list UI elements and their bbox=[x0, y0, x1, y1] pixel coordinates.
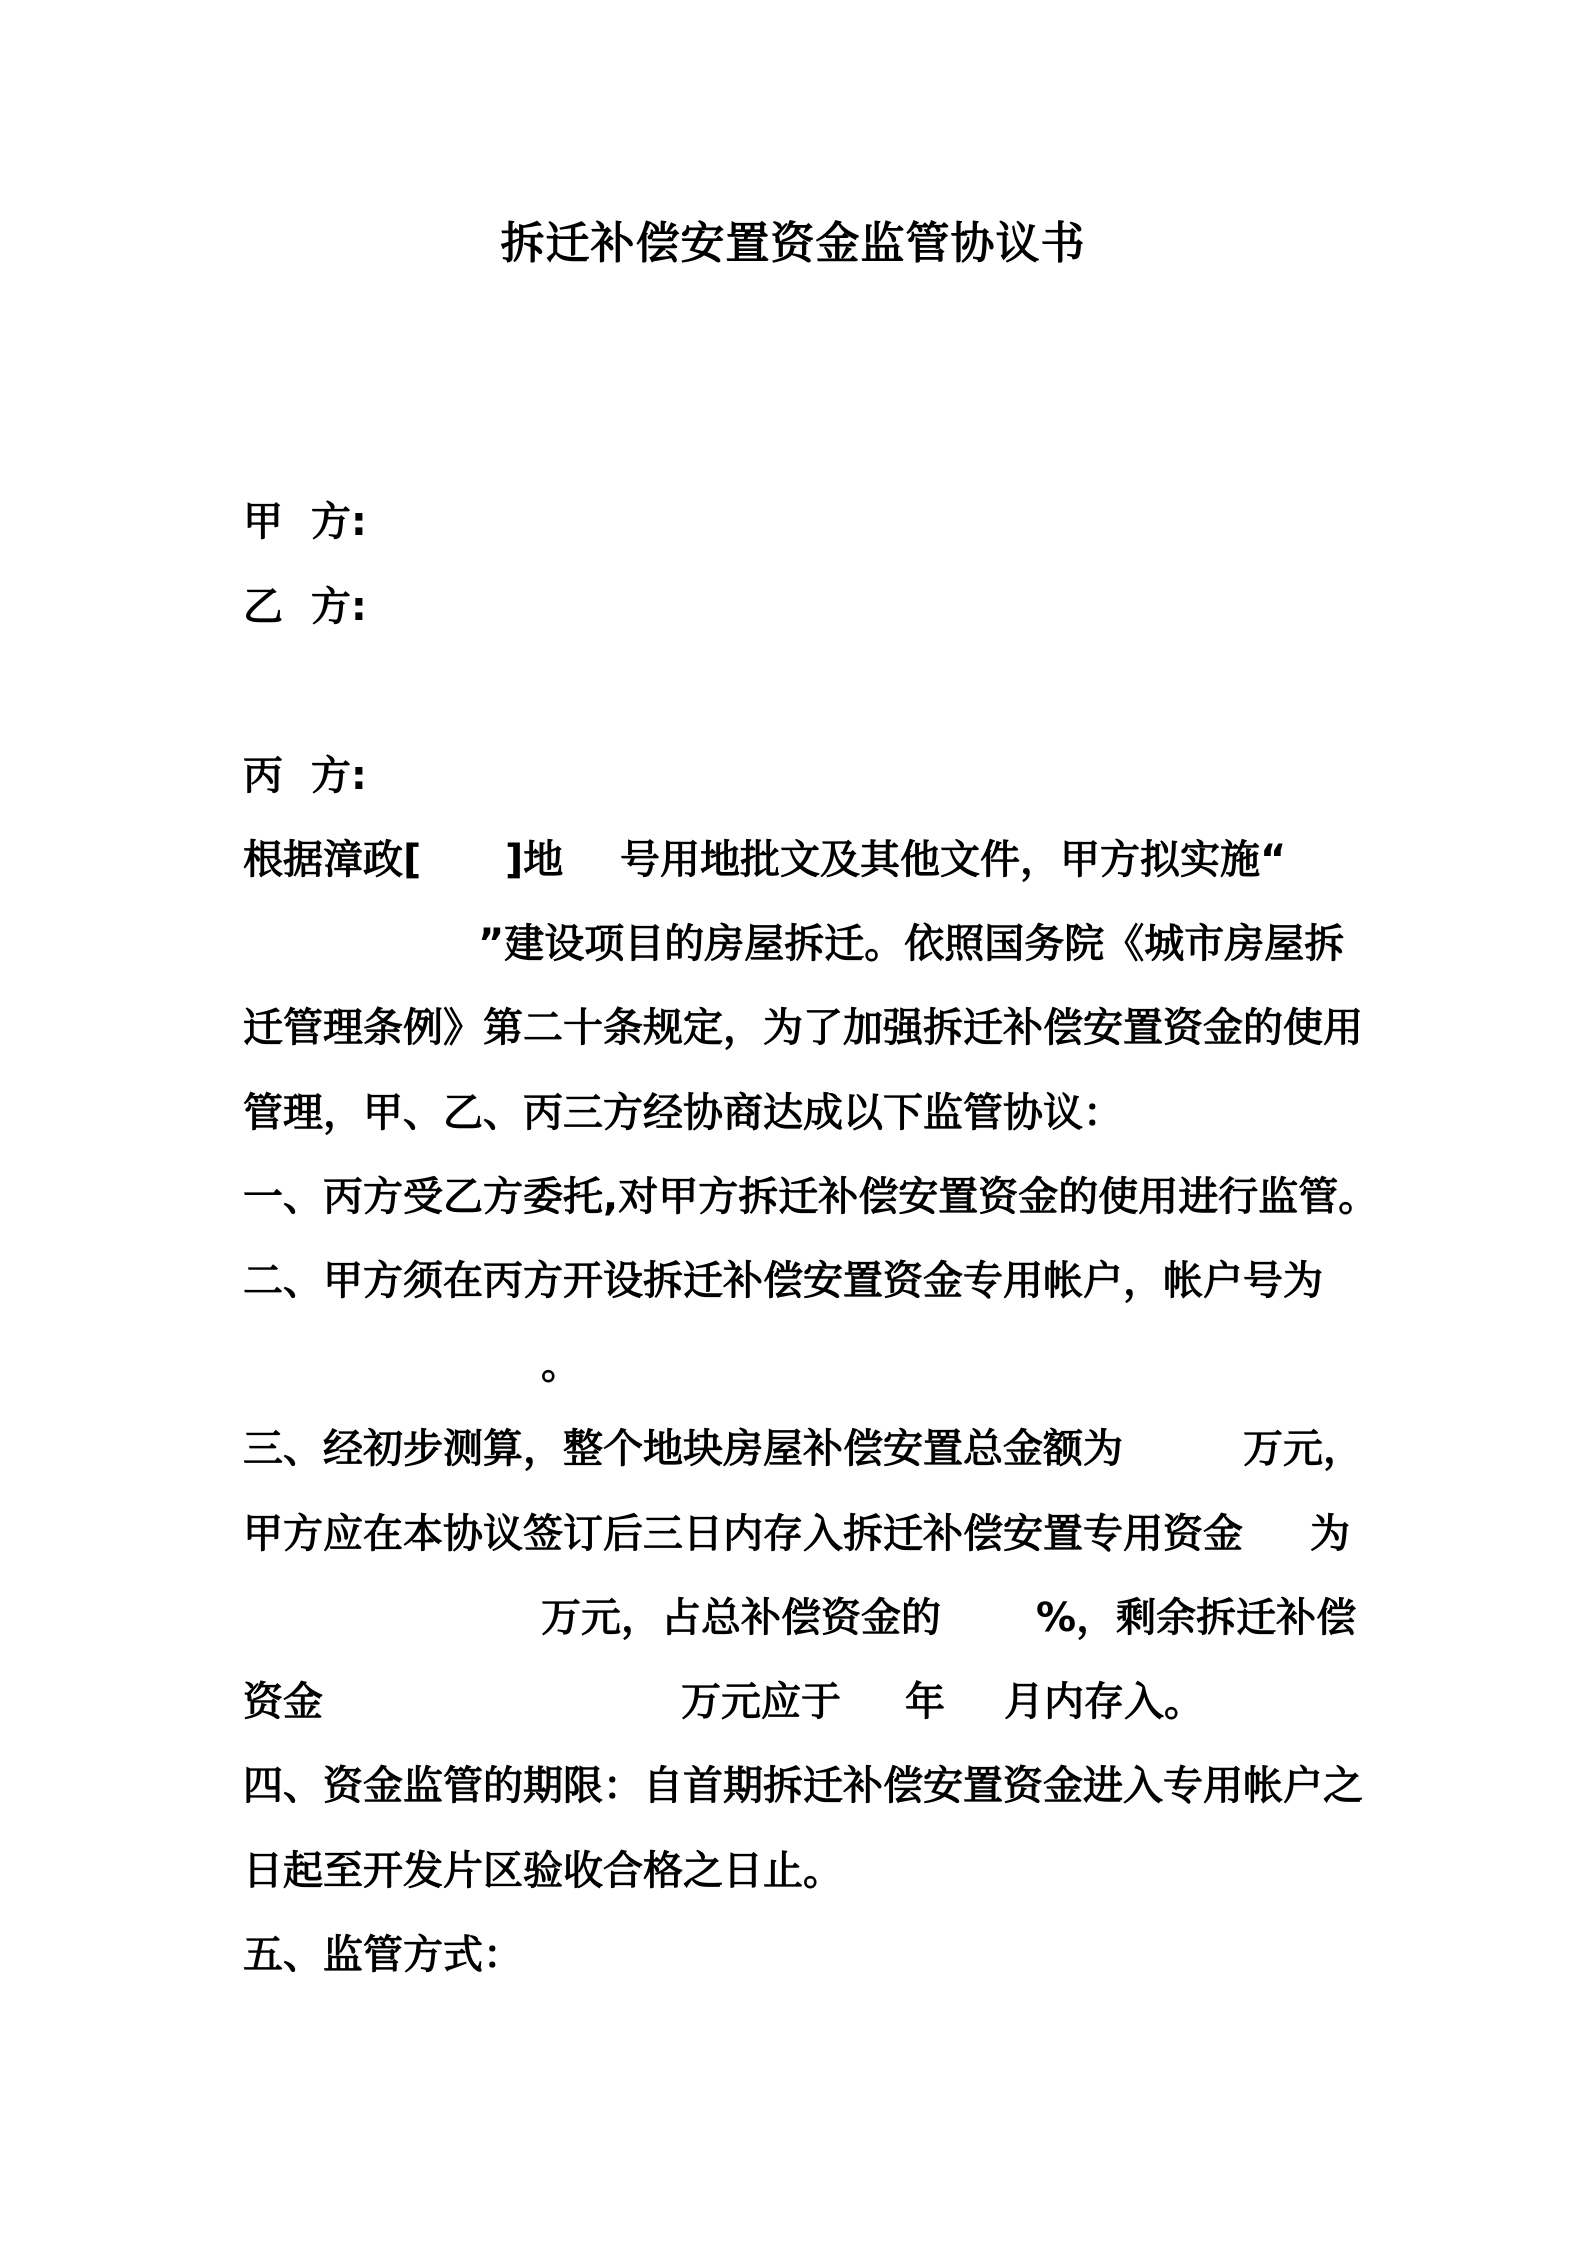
preamble-line-3: 迁管理条例》第二十条规定，为了加强拆迁补偿安置资金的使用 bbox=[243, 1005, 1363, 1051]
clause-3-line-2: 甲方应在本协议签订后三日内存入拆迁补偿安置专用资金 bbox=[243, 1511, 1243, 1557]
preamble-line-1a: 根据漳政[ bbox=[243, 837, 422, 883]
clause-3-line-3-end: %，剩余拆迁补偿 bbox=[1036, 1595, 1357, 1641]
preamble-line-1c: 号用地批文及其他文件，甲方拟实施“ bbox=[620, 837, 1287, 883]
clause-3-line-4: 资金 bbox=[243, 1679, 323, 1725]
clause-5: 五、监管方式： bbox=[243, 1932, 523, 1978]
party-a-label: 甲 方: bbox=[243, 499, 367, 545]
clause-3-line-1-unit: 万元， bbox=[1243, 1426, 1363, 1472]
party-b-label: 乙 方: bbox=[243, 584, 367, 630]
clause-3-line-4-year: 年 bbox=[905, 1679, 945, 1725]
clause-1: 一、丙方受乙方委托,对甲方拆迁补偿安置资金的使用进行监管。 bbox=[243, 1174, 1379, 1220]
clause-2-line-1: 二、甲方须在丙方开设拆迁补偿安置资金专用帐户，帐户号为 bbox=[243, 1258, 1323, 1304]
document-title: 拆迁补偿安置资金监管协议书 bbox=[500, 218, 1086, 269]
clause-3-line-4-month: 月内存入。 bbox=[1004, 1679, 1204, 1725]
party-c-label: 丙 方: bbox=[243, 753, 367, 799]
clause-2-line-2: 。 bbox=[541, 1342, 581, 1388]
clause-4-line-2: 日起至开发片区验收合格之日止。 bbox=[243, 1848, 843, 1894]
clause-3-line-1: 三、经初步测算，整个地块房屋补偿安置总金额为 bbox=[243, 1426, 1123, 1472]
preamble-line-4: 管理，甲、乙、丙三方经协商达成以下监管协议： bbox=[243, 1090, 1123, 1136]
preamble-line-1b: ]地 bbox=[505, 837, 564, 883]
preamble-line-2: ”建设项目的房屋拆迁。依照国务院《城市房屋拆 bbox=[478, 921, 1345, 967]
clause-4-line-1: 四、资金监管的期限：自首期拆迁补偿安置资金进入专用帐户之 bbox=[243, 1763, 1363, 1809]
clause-3-line-2-end: 为 bbox=[1310, 1511, 1350, 1557]
clause-3-line-4-amount: 万元应于 bbox=[681, 1679, 841, 1725]
clause-3-line-3: 万元，占总补偿资金的 bbox=[541, 1595, 941, 1641]
